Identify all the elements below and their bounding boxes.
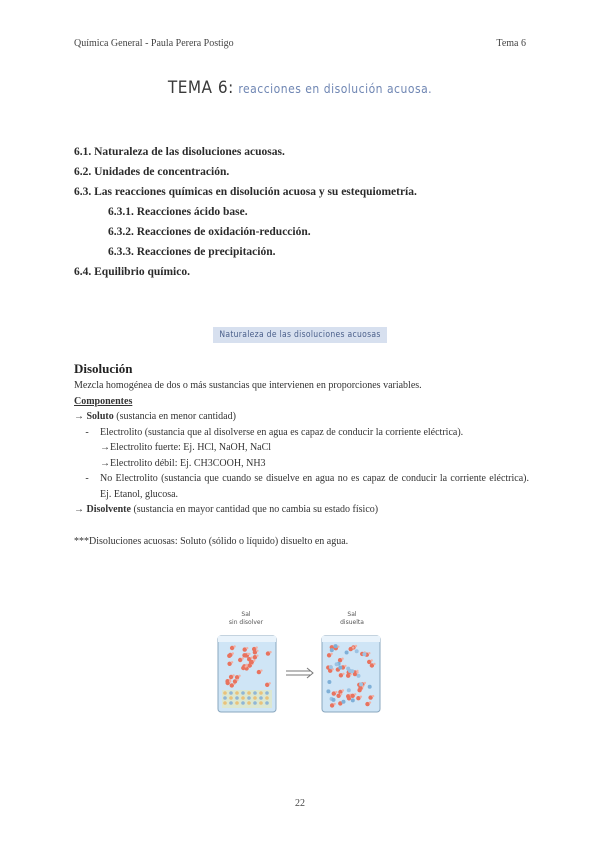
particle [241,696,245,700]
particle [247,696,251,700]
particle [246,647,248,649]
particle [256,655,258,657]
arrow-icon: → [74,411,84,422]
particle [247,701,251,705]
particle [347,688,351,692]
left-label-1: Sal [241,611,251,618]
soluto-line [74,409,529,425]
particle [362,652,366,656]
list-item [74,471,529,502]
toc-subitem: 6.3.1. Reacciones ácido base. [108,206,248,218]
particle [235,701,239,705]
particle [344,665,346,667]
particle [364,682,366,684]
left-beaker [218,636,276,712]
note-text: ***Disoluciones acuosas: Soluto (sólido o líquido) disuelto en agua. [74,535,349,547]
particle [327,680,331,684]
page-number: 22 [295,798,305,809]
particle [330,653,332,655]
dissolution-figure [214,608,384,718]
particle [229,696,233,700]
components-label: Componentes [74,395,133,407]
particle [345,651,349,655]
table-of-contents [74,142,534,282]
particle [342,689,344,691]
definition-text: Mezcla homogénea de dos o más sustancias que intervienen en proporciones variables. [74,380,422,391]
page-header [74,38,526,49]
particle [247,653,249,655]
double-arrow-right-icon [286,668,313,678]
particle [223,696,227,700]
particle [355,645,357,647]
particle [326,689,330,693]
disolvente-label: Disolvente [86,504,131,515]
particle [340,693,342,695]
toc-item: 6.3. Las reacciones químicas en disolución acuosa y su estequiometría. [74,186,417,198]
particle [232,652,234,654]
disolvente-line [74,502,529,518]
toc-item: 6.2. Unidades de concentración. [74,166,230,178]
disolvente-desc: (sustancia en mayor cantidad que no cambia su estado físico) [133,504,379,515]
particle [253,696,257,700]
particle [352,646,354,648]
title-part1: TEMA 6: [167,78,234,98]
particle [259,691,263,695]
right-label-1: Sal [347,611,357,618]
electrolito-fuerte: →Electrolito fuerte: Ej. HCl, NaOH, NaCl [100,442,272,453]
particle [229,691,233,695]
particle [223,701,227,705]
particle [338,666,342,670]
particle [260,669,262,671]
particle [241,701,245,705]
particle [333,703,335,705]
toc-item: 6.4. Equilibrio químico. [74,266,190,278]
particle [235,691,239,695]
arrow-icon: → [74,504,84,515]
particle [229,680,231,682]
particle [232,674,234,676]
toc-subitem: 6.3.3. Reacciones de precipitación. [108,246,276,258]
section-heading-label: Naturaleza de las disoluciones acuosas [213,327,386,343]
particle [229,701,233,705]
toc-subitem: 6.3.2. Reacciones de oxidación-reducción. [108,226,311,238]
particle [241,691,245,695]
particle [369,701,371,703]
particle [247,691,251,695]
body-content [74,360,529,549]
particle [342,673,344,675]
electrolito-debil: →Electrolito débil: Ej. CH3COOH, NH3 [100,457,266,469]
particle [253,701,257,705]
list-item [74,425,529,441]
particle [350,669,354,673]
particle [253,691,257,695]
particle [332,698,336,702]
particle [269,682,271,684]
particle [233,645,235,647]
particle [342,700,346,704]
particle [335,662,339,666]
particle [245,665,247,667]
dash-bullet: - [85,473,89,484]
right-label-2: disuelta [340,619,364,626]
particle [259,701,263,705]
toc-item: 6.1. Naturaleza de las disoluciones acuosas. [74,146,285,158]
particle [330,648,334,652]
particle [256,646,258,648]
beakers-illustration [214,608,384,718]
particle [269,651,271,653]
particle [265,691,269,695]
particle [231,661,233,663]
section-heading [0,324,600,343]
particle [360,696,362,698]
left-label-2: sin disolver [228,619,264,626]
soluto-desc: (sustancia en menor cantidad) [116,411,236,422]
particle [368,685,372,689]
particle [372,695,374,697]
particle [355,649,359,653]
particle [253,659,255,661]
electrolito-text: Electrolito (sustancia que al disolverse en agua es capaz de conducir la corriente eléctrica). [100,426,464,438]
dash-bullet: - [85,426,89,438]
particle [373,663,375,665]
particle [356,671,358,673]
right-beaker [322,636,380,712]
particle [334,644,338,648]
particle [235,696,239,700]
particle [238,675,240,677]
particle [259,696,263,700]
no-electrolito-text: No Electrolito (sustancia que cuando se disuelve en agua no es capaz de conducir la corriente eléctrica). Ej. Etanol, glucosa. [100,473,529,500]
particle [371,659,373,661]
soluto-label: Soluto [86,411,114,422]
particle [251,657,253,659]
particle [346,667,350,671]
particle [335,691,337,693]
particle [265,696,269,700]
particle [223,691,227,695]
title-part2: reacciones en disolución acuosa. [238,82,433,96]
particle [359,682,363,686]
particle [354,693,356,695]
particle [242,657,244,659]
subsection-heading: Disolución [74,361,133,376]
header-left: Química General - Paula Perera Postigo [74,38,234,49]
particle [329,665,333,669]
header-right: Tema 6 [496,38,526,49]
particle [236,679,238,681]
particle [351,698,355,702]
particle [265,701,269,705]
particle [357,674,361,678]
particle [368,652,370,654]
particle [256,650,258,652]
page-title [0,78,600,98]
particle [341,658,343,660]
